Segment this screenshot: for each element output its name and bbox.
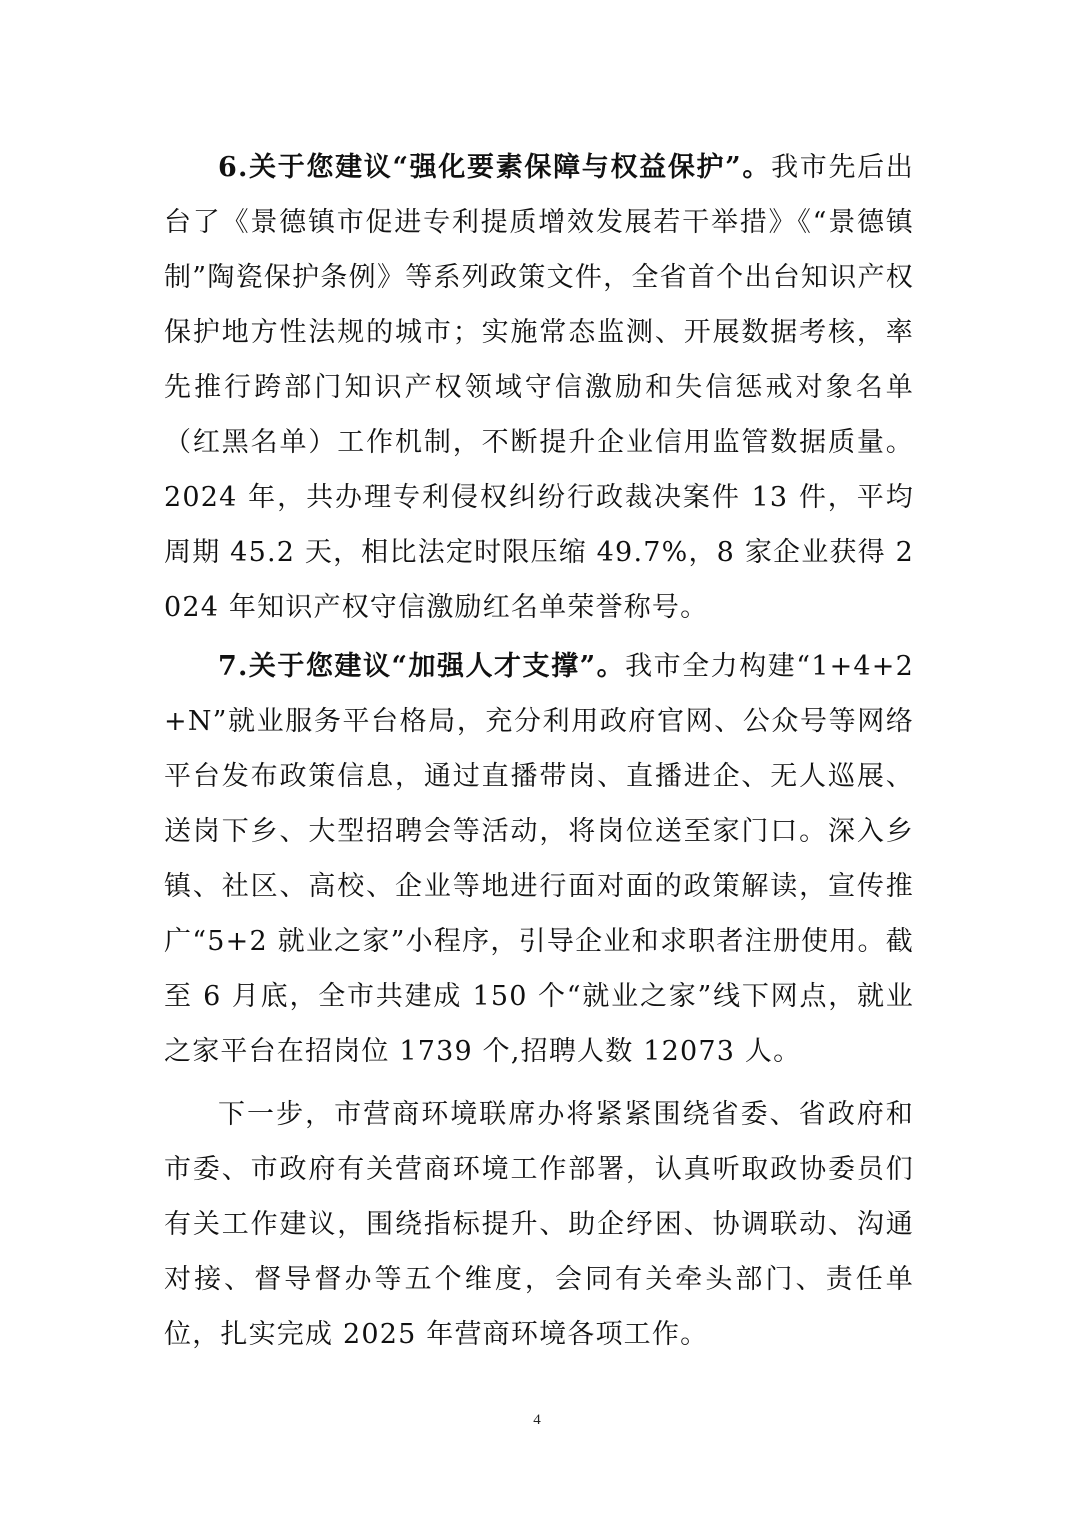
paragraph-heading: 7.关于您建议“加强人才支撑”。 xyxy=(218,651,626,682)
paragraph-text: 我市先后出台了《景德镇市促进专利提质增效发展若干举措》《“景德镇制”陶瓷保护条例》等系列政策文件，全省首个出台知识产权保护地方性法规的城市；实施常态监测、开展数据考核，率先推行跨部门知识产权领域守信激励和失信惩戒对象名单（红黑名单）工作机制，不断提升企业信用监管数据质量。2024 年，共办理专利侵权纠纷行政裁决案件 13 件，平均周期 45.2 天，相比法定时限压缩 49.7%，8 家企业获得 2024 年知识产权守信激励红名单荣誉称号。 xyxy=(164,152,915,623)
paragraph-text: 我市全力构建“1+4+2+N”就业服务平台格局，充分利用政府官网、公众号等网络平台发布政策信息，通过直播带岗、直播进企、无人巡展、送岗下乡、大型招聘会等活动，将岗位送至家门口。深入乡镇、社区、高校、企业等地进行面对面的政策解读，宣传推广“5+2 就业之家”小程序，引导企业和求职者注册使用。截至 6 月底，全市共建成 150 个“就业之家”线下网点，就业之家平台在招岗位 1739 个,招聘人数 12073 人。 xyxy=(164,651,914,1067)
paragraph-heading: 6.关于您建议“强化要素保障与权益保护”。 xyxy=(218,152,772,183)
paragraph-text: 下一步，市营商环境联席办将紧紧围绕省委、省政府和市委、市政府有关营商环境工作部署，认真听取政协委员们有关工作建议，围绕指标提升、助企纾困、协调联动、沟通对接、督导督办等五个维度，会同有关牵头部门、责任单位，扎实完成 2025 年营商环境各项工作。 xyxy=(164,1099,914,1350)
page-number: 4 xyxy=(533,1412,541,1428)
paragraph-talent-support xyxy=(164,639,914,1079)
document-body xyxy=(164,140,914,1362)
paragraph-next-steps xyxy=(164,1087,914,1362)
paragraph-requirements-protection xyxy=(164,140,914,635)
